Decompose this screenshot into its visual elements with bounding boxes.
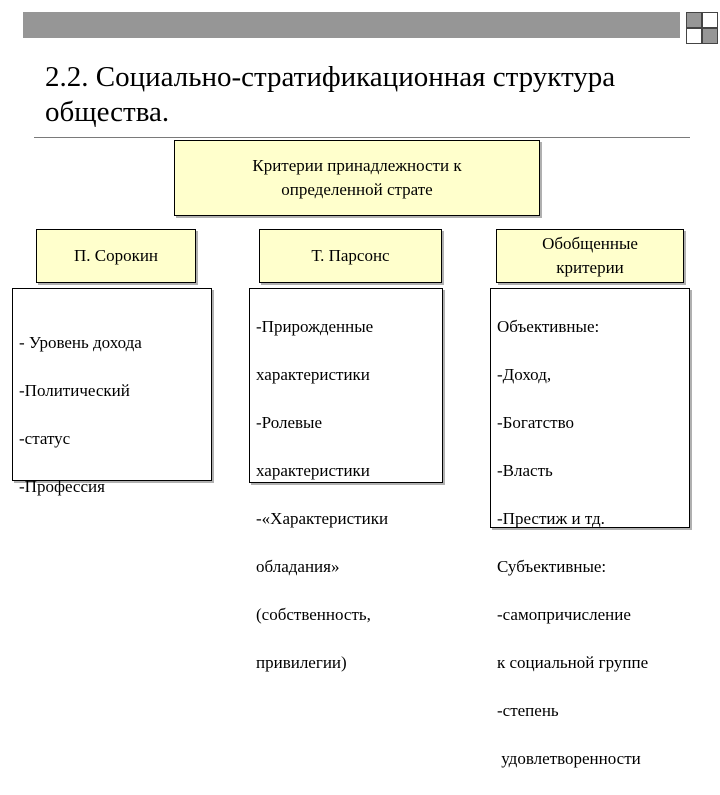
root-criteria-box <box>174 140 540 216</box>
sorokin-item: - Уровень дохода <box>19 333 142 352</box>
generalized-item: -самопричисление <box>497 605 631 624</box>
parsons-item: характеристики <box>256 365 370 384</box>
parsons-item: -Ролевые <box>256 413 322 432</box>
header-sorokin-text: П. Сорокин <box>73 246 159 265</box>
parsons-item: характеристики <box>256 461 370 480</box>
generalized-item: Объективные: <box>497 317 600 336</box>
decor-square-1 <box>686 12 702 28</box>
root-criteria-text: Критерии принадлежности к определенной страте <box>252 156 462 199</box>
list-sorokin <box>12 288 212 496</box>
generalized-item: -Престиж и тд. <box>497 509 605 528</box>
generalized-item: -Богатство <box>497 413 575 432</box>
sorokin-item: -Профессия <box>19 477 105 496</box>
parsons-item: -Прирожденные <box>256 317 374 336</box>
list-generalized <box>490 288 690 768</box>
header-sorokin-box <box>36 229 196 283</box>
generalized-item: к социальной группе <box>497 653 649 672</box>
header-generalized-text: Обобщенные критерии <box>542 234 638 277</box>
header-generalized-box <box>496 229 684 283</box>
list-parsons <box>249 288 443 672</box>
sorokin-item: -Политический <box>19 381 130 400</box>
generalized-item: -степень <box>497 701 559 720</box>
generalized-item: удовлетворенности <box>497 749 641 768</box>
slide-title: 2.2. Социально-стратификационная структура общества. <box>45 61 616 128</box>
decor-square-3 <box>686 28 702 44</box>
slide-top-bar <box>23 12 680 38</box>
parsons-item: -«Характеристики <box>256 509 389 528</box>
generalized-item: -Власть <box>497 461 553 480</box>
parsons-item: привилегии) <box>256 653 347 672</box>
title-divider <box>34 137 690 138</box>
sorokin-item: -статус <box>19 429 71 448</box>
generalized-item: Субъективные: <box>497 557 607 576</box>
header-parsons-box <box>259 229 442 283</box>
generalized-item: -Доход, <box>497 365 552 384</box>
parsons-item: обладания» <box>256 557 340 576</box>
decor-square-4 <box>702 28 718 44</box>
header-parsons-text: Т. Парсонс <box>311 246 390 265</box>
parsons-item: (собственность, <box>256 605 371 624</box>
decor-square-2 <box>702 12 718 28</box>
